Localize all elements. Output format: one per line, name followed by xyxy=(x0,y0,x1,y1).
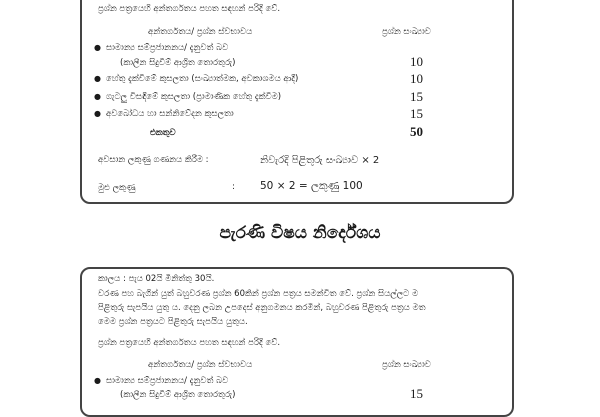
bullet-icon: ● xyxy=(94,109,101,118)
row-label: හේතු දැක්වීමේ කුසලතා (සංඛ්‍යාත්මක, අවකාශමය ආදී) xyxy=(106,74,299,84)
bullet-icon: ● xyxy=(94,74,101,83)
row-label: සාමාන්‍ය සම්ප්‍රජානනය/ දැනුවත් බව xyxy=(106,376,229,386)
exam-duration: කාලය : පැය 02යි මිනිත්තු 30යි. xyxy=(98,274,215,284)
row-label: ගැටලු විසඳීමේ කුසලතා (ප්‍රාමාණික හේතු දැක්වීම) xyxy=(106,92,282,102)
column-header-count: ප්‍රශ්න සංඛ්‍යාව xyxy=(382,360,431,370)
column-header-content: අන්තර්ගතය/ ප්‍රශ්න ස්වභාවය xyxy=(148,27,253,37)
row-label-sub: (කාලීන සිදුවීම් ආශ්‍රිත තොරතුරු) xyxy=(120,390,236,400)
total-marks-label: මුළු ලකුණු xyxy=(98,183,136,193)
column-header-content: අන්තර්ගතය/ ප්‍රශ්න ස්වභාවය xyxy=(148,360,253,370)
content-intro: ප්‍රශ්න පත්‍රයෙහි අන්තර්ගතය පහත සඳහන් පරිදි වේ. xyxy=(98,338,281,348)
row-value: 15 xyxy=(410,89,423,104)
row-value: 15 xyxy=(410,106,423,121)
row-label: සාමාන්‍ය සම්ප්‍රජානනය/ දැනුවත් බව xyxy=(106,43,229,53)
row-value: 10 xyxy=(410,54,423,69)
bullet-icon: ● xyxy=(94,376,101,385)
total-marks-formula: 50 × 2 = ලකුණු 100 xyxy=(260,180,363,192)
row-value: 15 xyxy=(410,386,423,401)
row-label-sub: (කාලීන සිදුවීම් ආශ්‍රිත තොරතුරු) xyxy=(120,58,236,68)
total-label: එකතුව xyxy=(150,128,176,138)
total-value: 50 xyxy=(410,124,423,139)
exam-structure-box-current xyxy=(80,0,514,204)
exam-structure-box-old xyxy=(80,267,514,417)
description-line: වරණ පහ බැගින් යුත් බහුවරණ ප්‍රශ්න 60කින් ප්‍රශ්න පත්‍රය සමන්විත වේ. ප්‍රශ්න සියල්ලට ම xyxy=(98,289,419,299)
section-heading: පැරණි විෂය නිර්දේශය xyxy=(219,223,381,243)
content-intro: ප්‍රශ්න පත්‍රයෙහි අන්තර්ගතය පහත සඳහන් පරිදි වේ. xyxy=(98,4,281,14)
bullet-icon: ● xyxy=(94,43,101,52)
column-header-count: ප්‍රශ්න සංඛ්‍යාව xyxy=(382,27,431,37)
description-line: මෙම ප්‍රශ්න පත්‍රයට පිළිතුරු සැපයිය යුතුය. xyxy=(98,317,248,327)
description-line: පිළිතුරු සැපයිය යුතු ය. දෙනු ලබන උපදෙස් අනුගමනය කරමින්, බහුවරණ පිළිතුරු පත්‍රය මත xyxy=(98,303,426,313)
scoring-label: අවසාන ලකුණු ගණනය කිරීම : xyxy=(98,155,209,165)
scoring-formula: නිවැරදි පිළිතුරු සංඛ්‍යාව × 2 xyxy=(260,155,380,166)
row-value: 10 xyxy=(410,71,423,86)
bullet-icon: ● xyxy=(94,92,101,101)
total-marks-colon: : xyxy=(232,182,235,192)
row-label: අවබෝධය හා සන්නිවේදන කුසලතා xyxy=(106,109,234,119)
